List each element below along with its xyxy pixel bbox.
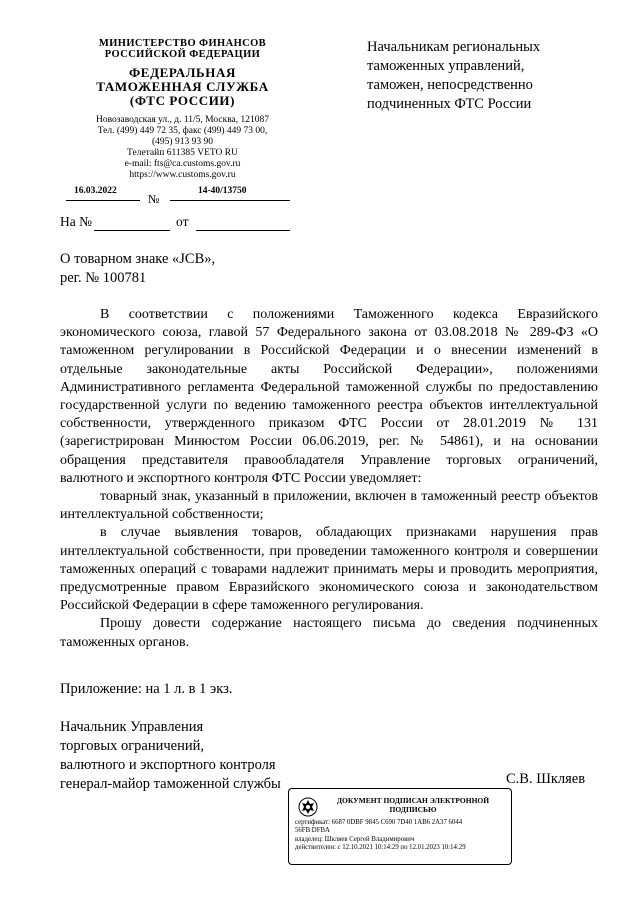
subject-line2: рег. № 100781 bbox=[60, 270, 147, 286]
number-sign: № bbox=[148, 192, 160, 206]
stamp-valid: действителен: с 12.10.2021 10:14:29 по 12.01.2023 10:14:29 bbox=[295, 844, 466, 852]
service-line2: ТАМОЖЕННАЯ СЛУЖБА bbox=[96, 79, 269, 94]
stamp-title-line1: ДОКУМЕНТ ПОДПИСАН ЭЛЕКТРОННОЙ bbox=[336, 796, 490, 805]
body-paragraph-2: товарный знак, указанный в приложении, включен в таможенный реестр объектов интеллектуальной собственности; bbox=[60, 489, 598, 523]
ref-from-label: от bbox=[176, 214, 189, 229]
signatory-block bbox=[60, 718, 281, 794]
signatory-line4: генерал-майор таможенной службы bbox=[60, 776, 281, 792]
stamp-title bbox=[323, 796, 503, 814]
website: https://www.customs.gov.ru bbox=[129, 170, 236, 180]
addressee-line1: Начальникам региональных bbox=[367, 39, 541, 55]
teletype: Телетайп 611385 VETO RU bbox=[127, 148, 238, 158]
service-line1: ФЕДЕРАЛЬНАЯ bbox=[129, 65, 236, 80]
body-paragraph-4: Прошу довести содержание настоящего письма до сведения подчиненных таможенных органов. bbox=[60, 616, 598, 650]
letter-number: 14-40/13750 bbox=[198, 186, 247, 196]
e-signature-stamp bbox=[288, 788, 512, 865]
ref-label: На № bbox=[60, 214, 92, 229]
signatory-line1: Начальник Управления bbox=[60, 719, 204, 735]
addressee bbox=[367, 38, 617, 114]
ministry-line2: РОССИЙСКОЙ ФЕДЕРАЦИИ bbox=[104, 49, 261, 60]
email: e-mail: fts@ca.customs.gov.ru bbox=[124, 159, 241, 169]
stamp-cert-line2: 56FB DFBA bbox=[295, 827, 330, 835]
addressee-line4: подчиненных ФТС России bbox=[367, 96, 532, 112]
ref-date-line bbox=[196, 230, 290, 231]
address-line3: (495) 913 93 90 bbox=[152, 137, 213, 147]
emblem-icon bbox=[298, 797, 318, 817]
letterhead bbox=[60, 38, 305, 181]
address-line2: Тел. (499) 449 72 35, факс (499) 449 73 00, bbox=[97, 126, 268, 136]
signatory-line2: торговых ограничений, bbox=[60, 738, 204, 754]
address-line1: Новозаводская ул., д. 11/5, Москва, 121087 bbox=[95, 115, 270, 125]
body-paragraph-1: В соответствии с положениями Таможенного кодекса Евразийского экономического союза, главой 57 Федерального закона от 03.08.2018 № 289-ФЗ «О таможенном регулировании в Российской Федерации и о внесении изменений в отдельные законодательные акты Российской Федерации», положениями Административного регламента Федеральной таможенной службы по предоставлению государственной услуги по ведению таможенного реестра объектов интеллектуальной собственности, утвержденного приказом ФТС России от 28.01.2019 № 131 (зарегистрирован Минюстом России 06.06.2019, рег. № 54861), и на основании обращения представителя правообладателя Управление торговых ограничений, валютного и экспортного контроля ФТС России уведомляет: bbox=[60, 307, 598, 486]
body-paragraph-3: в случае выявления товаров, обладающих признаками нарушения прав интеллектуальной собственности, при проведении таможенного контроля и совершении таможенных операций с товарами надлежит принимать меры и проводить мероприятия, предусмотренные правом Евразийского экономического союза и законодательством Российской Федерации в сфере таможенного регулирования. bbox=[60, 525, 598, 614]
stamp-cert-line1: сертификат: 6687 0DBF 9845 C690 7D40 1AB6 2A37 6044 bbox=[295, 819, 463, 826]
date-underline bbox=[66, 200, 140, 201]
addressee-line2: таможенных управлений, bbox=[367, 58, 525, 74]
addressee-line3: таможен, непосредственно bbox=[367, 77, 533, 93]
signatory-name: С.В. Шкляев bbox=[506, 771, 586, 787]
service-line3: (ФТС РОССИИ) bbox=[129, 93, 236, 108]
stamp-details bbox=[295, 819, 507, 853]
letter-date: 16.03.2022 bbox=[74, 186, 117, 196]
subject-line1: О товарном знаке «JCB», bbox=[60, 251, 216, 267]
address-block bbox=[60, 115, 305, 181]
ref-number-line bbox=[94, 230, 170, 231]
stamp-owner: владелец: Шкляев Сергей Владимирович bbox=[295, 835, 415, 843]
signatory-line3: валютного и экспортного контроля bbox=[60, 757, 276, 773]
number-underline bbox=[170, 200, 290, 201]
letter-body bbox=[60, 306, 598, 652]
attachment-note: Приложение: на 1 л. в 1 экз. bbox=[60, 681, 233, 697]
ministry-line1: МИНИСТЕРСТВО ФИНАНСОВ bbox=[98, 38, 267, 49]
subject bbox=[60, 250, 215, 288]
stamp-title-line2: ПОДПИСЬЮ bbox=[389, 805, 437, 814]
